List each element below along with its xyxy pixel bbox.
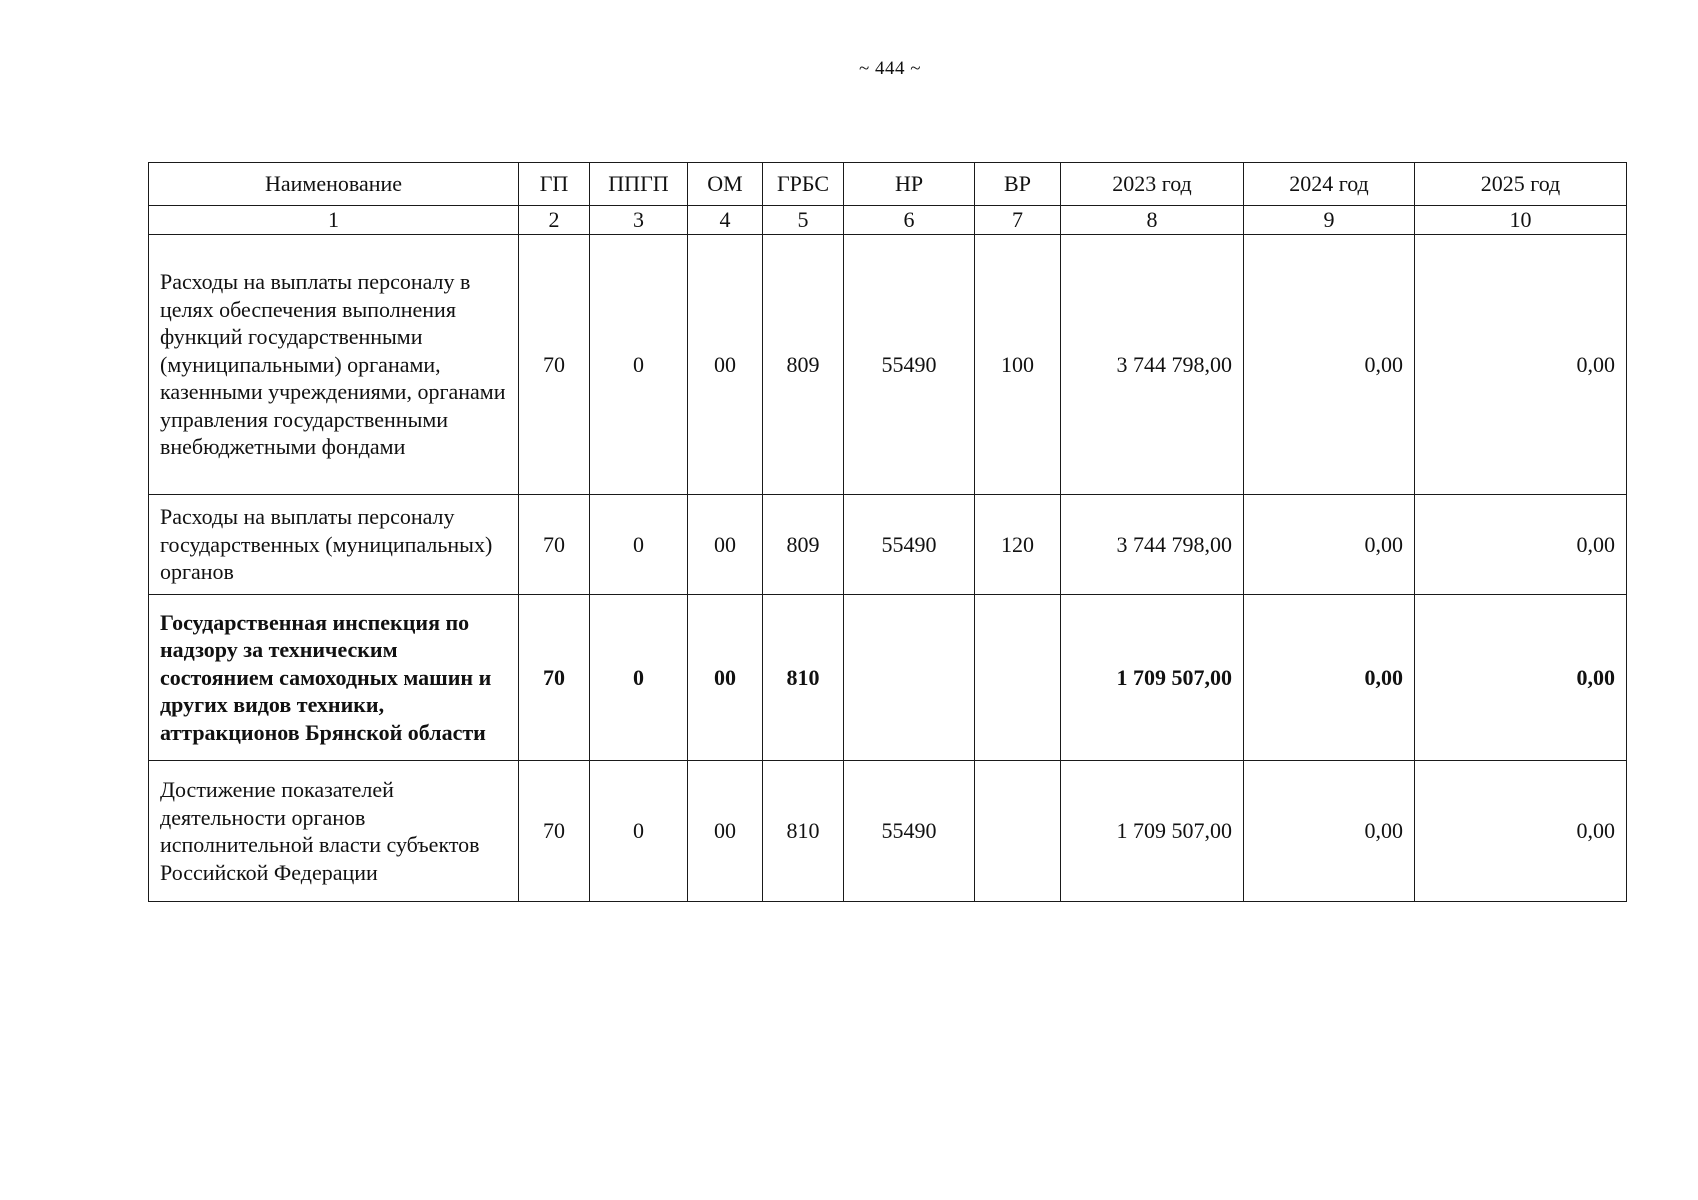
header-2025: 2025 год xyxy=(1415,163,1627,206)
cell-2024: 0,00 xyxy=(1244,761,1415,902)
cell-nr: 55490 xyxy=(844,495,975,595)
cell-ppgp: 0 xyxy=(590,495,688,595)
cell-2023: 1 709 507,00 xyxy=(1061,595,1244,761)
cell-nr: 55490 xyxy=(844,235,975,495)
header-nr: НР xyxy=(844,163,975,206)
table-row xyxy=(149,761,1627,902)
cell-vr xyxy=(975,761,1061,902)
budget-table xyxy=(148,162,1627,902)
column-number: 6 xyxy=(844,206,975,235)
cell-grbs: 810 xyxy=(763,761,844,902)
cell-om: 00 xyxy=(688,761,763,902)
cell-ppgp: 0 xyxy=(590,595,688,761)
cell-om: 00 xyxy=(688,595,763,761)
column-number: 7 xyxy=(975,206,1061,235)
cell-vr: 120 xyxy=(975,495,1061,595)
cell-gp: 70 xyxy=(519,595,590,761)
cell-vr: 100 xyxy=(975,235,1061,495)
header-grbs: ГРБС xyxy=(763,163,844,206)
cell-2023: 3 744 798,00 xyxy=(1061,235,1244,495)
cell-2024: 0,00 xyxy=(1244,495,1415,595)
cell-nr: 55490 xyxy=(844,761,975,902)
cell-om: 00 xyxy=(688,495,763,595)
column-number: 3 xyxy=(590,206,688,235)
column-number: 8 xyxy=(1061,206,1244,235)
cell-2025: 0,00 xyxy=(1415,235,1627,495)
table-row xyxy=(149,235,1627,495)
column-number: 1 xyxy=(149,206,519,235)
cell-2025: 0,00 xyxy=(1415,495,1627,595)
header-gp: ГП xyxy=(519,163,590,206)
cell-2024: 0,00 xyxy=(1244,595,1415,761)
column-number: 4 xyxy=(688,206,763,235)
cell-gp: 70 xyxy=(519,495,590,595)
cell-om: 00 xyxy=(688,235,763,495)
row-name: Государственная инспекция по надзору за техническим состоянием самоходных машин и других видов техники, аттракционов Брянской области xyxy=(149,595,519,761)
column-number-row xyxy=(149,206,1627,235)
header-name: Наименование xyxy=(149,163,519,206)
cell-gp: 70 xyxy=(519,761,590,902)
cell-2025: 0,00 xyxy=(1415,761,1627,902)
cell-vr xyxy=(975,595,1061,761)
header-row xyxy=(149,163,1627,206)
cell-2023: 1 709 507,00 xyxy=(1061,761,1244,902)
cell-grbs: 809 xyxy=(763,235,844,495)
table-row xyxy=(149,495,1627,595)
cell-gp: 70 xyxy=(519,235,590,495)
cell-ppgp: 0 xyxy=(590,235,688,495)
header-2023: 2023 год xyxy=(1061,163,1244,206)
header-ppgp: ППГП xyxy=(590,163,688,206)
row-name: Достижение показателей деятельности органов исполнительной власти субъектов Российской Федерации xyxy=(149,761,519,902)
column-number: 2 xyxy=(519,206,590,235)
table-row xyxy=(149,595,1627,761)
cell-2024: 0,00 xyxy=(1244,235,1415,495)
header-2024: 2024 год xyxy=(1244,163,1415,206)
column-number: 10 xyxy=(1415,206,1627,235)
row-name: Расходы на выплаты персоналу в целях обеспечения выполнения функций государственными (муниципальными) органами, казенными учреждениями, органами управления государственными внебюджетными фондами xyxy=(149,235,519,495)
header-vr: ВР xyxy=(975,163,1061,206)
cell-2023: 3 744 798,00 xyxy=(1061,495,1244,595)
cell-2025: 0,00 xyxy=(1415,595,1627,761)
column-number: 9 xyxy=(1244,206,1415,235)
cell-grbs: 810 xyxy=(763,595,844,761)
column-number: 5 xyxy=(763,206,844,235)
header-om: ОМ xyxy=(688,163,763,206)
cell-ppgp: 0 xyxy=(590,761,688,902)
page-number: ~ 444 ~ xyxy=(858,58,922,79)
cell-nr xyxy=(844,595,975,761)
cell-grbs: 809 xyxy=(763,495,844,595)
row-name: Расходы на выплаты персоналу государственных (муниципальных) органов xyxy=(149,495,519,595)
